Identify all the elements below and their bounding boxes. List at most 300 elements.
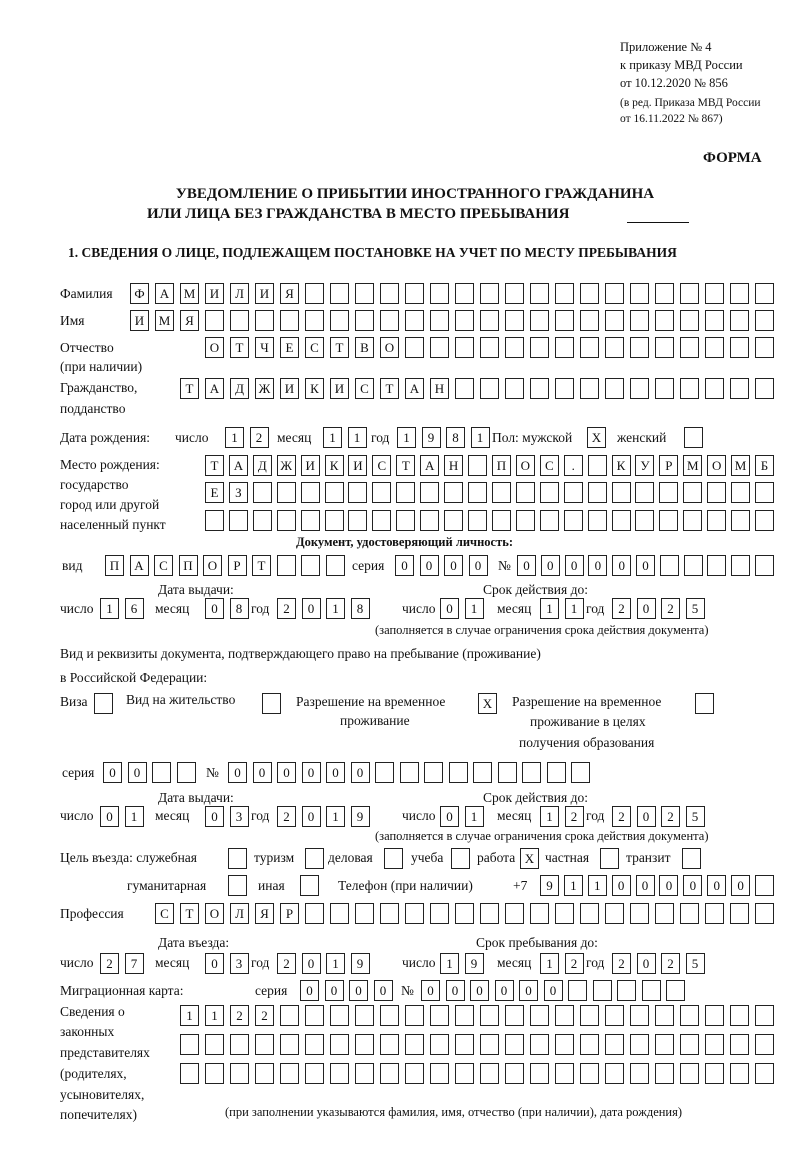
char-cell[interactable]: И	[301, 455, 320, 476]
char-cell[interactable]	[730, 283, 749, 304]
char-cell[interactable]	[635, 482, 654, 503]
char-cell[interactable]	[655, 378, 674, 399]
char-cell[interactable]: 1	[125, 806, 144, 827]
char-cell[interactable]: О	[203, 555, 222, 576]
char-cell[interactable]	[444, 510, 463, 531]
char-cell[interactable]: К	[612, 455, 631, 476]
char-cell[interactable]	[480, 283, 499, 304]
char-cell[interactable]	[755, 875, 774, 896]
char-cell[interactable]	[505, 378, 524, 399]
char-cell[interactable]	[555, 378, 574, 399]
char-cell[interactable]: 1	[465, 806, 484, 827]
char-cell[interactable]: 0	[519, 980, 538, 1001]
char-cell[interactable]	[580, 310, 599, 331]
char-cell[interactable]: 0	[228, 762, 247, 783]
char-cell[interactable]	[230, 1034, 249, 1055]
char-cell[interactable]	[593, 980, 612, 1001]
char-cell[interactable]	[277, 482, 296, 503]
char-cell[interactable]: 0	[541, 555, 560, 576]
char-cell[interactable]: 2	[612, 806, 631, 827]
char-cell[interactable]	[530, 1005, 549, 1026]
char-cell[interactable]	[731, 482, 750, 503]
char-cell[interactable]: О	[380, 337, 399, 358]
char-cell[interactable]	[473, 762, 492, 783]
char-cell[interactable]	[680, 283, 699, 304]
char-cell[interactable]	[430, 1063, 449, 1084]
char-cell[interactable]: Ф	[130, 283, 149, 304]
char-cell[interactable]: 5	[686, 598, 705, 619]
char-cell[interactable]	[555, 310, 574, 331]
char-cell[interactable]	[355, 1063, 374, 1084]
char-cell[interactable]	[205, 1034, 224, 1055]
char-cell[interactable]: 2	[277, 598, 296, 619]
char-cell[interactable]	[680, 1063, 699, 1084]
char-cell[interactable]	[420, 510, 439, 531]
char-cell[interactable]	[480, 1005, 499, 1026]
char-cell[interactable]: А	[205, 378, 224, 399]
char-cell[interactable]	[400, 762, 419, 783]
char-cell[interactable]	[498, 762, 517, 783]
char-cell[interactable]: И	[330, 378, 349, 399]
char-cell[interactable]	[180, 1034, 199, 1055]
char-cell[interactable]: 5	[686, 953, 705, 974]
char-cell[interactable]	[530, 283, 549, 304]
char-cell[interactable]: 0	[302, 953, 321, 974]
char-cell[interactable]: 2	[661, 953, 680, 974]
char-cell[interactable]: Д	[230, 378, 249, 399]
char-cell[interactable]	[451, 848, 470, 869]
char-cell[interactable]	[680, 903, 699, 924]
char-cell[interactable]: 1	[564, 875, 583, 896]
char-cell[interactable]: 0	[374, 980, 393, 1001]
char-cell[interactable]	[580, 378, 599, 399]
char-cell[interactable]: И	[205, 283, 224, 304]
char-cell[interactable]	[405, 310, 424, 331]
char-cell[interactable]: 0	[349, 980, 368, 1001]
char-cell[interactable]	[305, 903, 324, 924]
char-cell[interactable]	[253, 510, 272, 531]
char-cell[interactable]	[380, 1063, 399, 1084]
char-cell[interactable]	[405, 1005, 424, 1026]
char-cell[interactable]	[405, 1034, 424, 1055]
char-cell[interactable]	[205, 310, 224, 331]
char-cell[interactable]	[564, 510, 583, 531]
char-cell[interactable]	[707, 482, 726, 503]
char-cell[interactable]	[588, 455, 607, 476]
char-cell[interactable]: К	[325, 455, 344, 476]
char-cell[interactable]: Д	[253, 455, 272, 476]
char-cell[interactable]	[372, 510, 391, 531]
char-cell[interactable]	[630, 1063, 649, 1084]
char-cell[interactable]	[277, 555, 296, 576]
char-cell[interactable]: 0	[277, 762, 296, 783]
char-cell[interactable]	[480, 1034, 499, 1055]
char-cell[interactable]: 0	[103, 762, 122, 783]
char-cell[interactable]: X	[478, 693, 497, 714]
char-cell[interactable]	[630, 378, 649, 399]
char-cell[interactable]	[580, 903, 599, 924]
char-cell[interactable]	[430, 310, 449, 331]
char-cell[interactable]: Т	[180, 903, 199, 924]
char-cell[interactable]	[730, 1034, 749, 1055]
char-cell[interactable]	[530, 1063, 549, 1084]
char-cell[interactable]	[505, 283, 524, 304]
char-cell[interactable]	[555, 1005, 574, 1026]
char-cell[interactable]	[430, 1034, 449, 1055]
char-cell[interactable]: Ч	[255, 337, 274, 358]
char-cell[interactable]: 0	[420, 555, 439, 576]
char-cell[interactable]: 2	[565, 806, 584, 827]
char-cell[interactable]	[468, 482, 487, 503]
char-cell[interactable]: А	[229, 455, 248, 476]
char-cell[interactable]: П	[179, 555, 198, 576]
char-cell[interactable]: 1	[540, 806, 559, 827]
char-cell[interactable]: Б	[755, 455, 774, 476]
char-cell[interactable]	[330, 1063, 349, 1084]
char-cell[interactable]	[505, 1034, 524, 1055]
char-cell[interactable]	[730, 1005, 749, 1026]
char-cell[interactable]	[424, 762, 443, 783]
char-cell[interactable]: 1	[588, 875, 607, 896]
char-cell[interactable]	[355, 1005, 374, 1026]
char-cell[interactable]: 0	[469, 555, 488, 576]
char-cell[interactable]	[642, 980, 661, 1001]
char-cell[interactable]: С	[355, 378, 374, 399]
char-cell[interactable]	[305, 1034, 324, 1055]
char-cell[interactable]: 1	[565, 598, 584, 619]
char-cell[interactable]: Е	[280, 337, 299, 358]
char-cell[interactable]: 2	[277, 953, 296, 974]
char-cell[interactable]: 9	[540, 875, 559, 896]
char-cell[interactable]: Т	[180, 378, 199, 399]
char-cell[interactable]: 9	[351, 806, 370, 827]
char-cell[interactable]	[505, 337, 524, 358]
char-cell[interactable]	[707, 510, 726, 531]
char-cell[interactable]	[301, 555, 320, 576]
char-cell[interactable]: Н	[430, 378, 449, 399]
char-cell[interactable]: 2	[230, 1005, 249, 1026]
char-cell[interactable]	[480, 1063, 499, 1084]
char-cell[interactable]	[505, 903, 524, 924]
char-cell[interactable]: 0	[636, 875, 655, 896]
char-cell[interactable]: С	[305, 337, 324, 358]
char-cell[interactable]: 0	[637, 598, 656, 619]
char-cell[interactable]	[530, 903, 549, 924]
char-cell[interactable]: 0	[495, 980, 514, 1001]
char-cell[interactable]	[228, 875, 247, 896]
char-cell[interactable]	[540, 482, 559, 503]
char-cell[interactable]: П	[492, 455, 511, 476]
char-cell[interactable]	[612, 510, 631, 531]
char-cell[interactable]: 0	[612, 875, 631, 896]
char-cell[interactable]: 0	[731, 875, 750, 896]
char-cell[interactable]	[755, 378, 774, 399]
char-cell[interactable]	[455, 310, 474, 331]
char-cell[interactable]	[605, 283, 624, 304]
char-cell[interactable]	[666, 980, 685, 1001]
char-cell[interactable]: 0	[395, 555, 414, 576]
char-cell[interactable]	[229, 510, 248, 531]
char-cell[interactable]	[480, 337, 499, 358]
char-cell[interactable]	[605, 903, 624, 924]
char-cell[interactable]	[230, 1063, 249, 1084]
char-cell[interactable]	[588, 482, 607, 503]
char-cell[interactable]: 0	[128, 762, 147, 783]
char-cell[interactable]: 0	[351, 762, 370, 783]
char-cell[interactable]: И	[130, 310, 149, 331]
char-cell[interactable]	[305, 310, 324, 331]
char-cell[interactable]: 1	[323, 427, 342, 448]
char-cell[interactable]: 9	[351, 953, 370, 974]
char-cell[interactable]	[380, 1005, 399, 1026]
char-cell[interactable]	[430, 283, 449, 304]
char-cell[interactable]	[605, 1034, 624, 1055]
char-cell[interactable]: 2	[250, 427, 269, 448]
char-cell[interactable]: А	[130, 555, 149, 576]
char-cell[interactable]	[605, 310, 624, 331]
char-cell[interactable]: 0	[205, 953, 224, 974]
char-cell[interactable]	[683, 482, 702, 503]
char-cell[interactable]	[580, 1034, 599, 1055]
char-cell[interactable]: З	[229, 482, 248, 503]
char-cell[interactable]	[380, 1034, 399, 1055]
char-cell[interactable]	[405, 283, 424, 304]
char-cell[interactable]	[405, 1063, 424, 1084]
char-cell[interactable]	[522, 762, 541, 783]
char-cell[interactable]: 2	[255, 1005, 274, 1026]
char-cell[interactable]	[705, 378, 724, 399]
char-cell[interactable]: Т	[380, 378, 399, 399]
char-cell[interactable]	[755, 1034, 774, 1055]
char-cell[interactable]: М	[683, 455, 702, 476]
char-cell[interactable]	[555, 1063, 574, 1084]
char-cell[interactable]: 1	[100, 598, 119, 619]
char-cell[interactable]	[430, 903, 449, 924]
char-cell[interactable]	[152, 762, 171, 783]
char-cell[interactable]: Р	[228, 555, 247, 576]
char-cell[interactable]	[755, 337, 774, 358]
char-cell[interactable]	[635, 510, 654, 531]
char-cell[interactable]: С	[540, 455, 559, 476]
char-cell[interactable]	[605, 1005, 624, 1026]
char-cell[interactable]: 5	[686, 806, 705, 827]
char-cell[interactable]: И	[348, 455, 367, 476]
char-cell[interactable]: Р	[659, 455, 678, 476]
char-cell[interactable]	[396, 510, 415, 531]
char-cell[interactable]	[755, 482, 774, 503]
char-cell[interactable]	[680, 310, 699, 331]
char-cell[interactable]	[253, 482, 272, 503]
char-cell[interactable]: 0	[659, 875, 678, 896]
char-cell[interactable]	[555, 1034, 574, 1055]
char-cell[interactable]	[305, 283, 324, 304]
char-cell[interactable]: 1	[471, 427, 490, 448]
char-cell[interactable]	[455, 1034, 474, 1055]
char-cell[interactable]	[555, 337, 574, 358]
char-cell[interactable]: 0	[636, 555, 655, 576]
char-cell[interactable]: X	[587, 427, 606, 448]
char-cell[interactable]	[680, 337, 699, 358]
char-cell[interactable]: 2	[277, 806, 296, 827]
char-cell[interactable]: 0	[302, 598, 321, 619]
char-cell[interactable]: Т	[252, 555, 271, 576]
char-cell[interactable]: Ж	[255, 378, 274, 399]
char-cell[interactable]	[355, 283, 374, 304]
char-cell[interactable]	[325, 482, 344, 503]
char-cell[interactable]	[755, 510, 774, 531]
char-cell[interactable]: О	[516, 455, 535, 476]
char-cell[interactable]: 0	[100, 806, 119, 827]
char-cell[interactable]	[707, 555, 726, 576]
char-cell[interactable]	[348, 482, 367, 503]
char-cell[interactable]	[605, 337, 624, 358]
char-cell[interactable]	[655, 1034, 674, 1055]
char-cell[interactable]: Т	[205, 455, 224, 476]
char-cell[interactable]: 1	[397, 427, 416, 448]
char-cell[interactable]	[580, 337, 599, 358]
char-cell[interactable]	[530, 337, 549, 358]
char-cell[interactable]	[94, 693, 113, 714]
char-cell[interactable]	[468, 510, 487, 531]
char-cell[interactable]: 2	[100, 953, 119, 974]
char-cell[interactable]	[660, 555, 679, 576]
char-cell[interactable]	[380, 283, 399, 304]
char-cell[interactable]: 0	[302, 806, 321, 827]
char-cell[interactable]	[420, 482, 439, 503]
char-cell[interactable]	[355, 1034, 374, 1055]
char-cell[interactable]	[530, 1034, 549, 1055]
char-cell[interactable]: С	[155, 903, 174, 924]
char-cell[interactable]: .	[564, 455, 583, 476]
char-cell[interactable]: Т	[396, 455, 415, 476]
char-cell[interactable]: Я	[180, 310, 199, 331]
char-cell[interactable]	[705, 903, 724, 924]
char-cell[interactable]	[492, 482, 511, 503]
char-cell[interactable]: 2	[661, 806, 680, 827]
char-cell[interactable]	[449, 762, 468, 783]
char-cell[interactable]: 1	[180, 1005, 199, 1026]
char-cell[interactable]	[755, 903, 774, 924]
char-cell[interactable]	[568, 980, 587, 1001]
char-cell[interactable]	[680, 378, 699, 399]
char-cell[interactable]: С	[372, 455, 391, 476]
char-cell[interactable]	[300, 875, 319, 896]
char-cell[interactable]: 0	[446, 980, 465, 1001]
char-cell[interactable]	[230, 310, 249, 331]
char-cell[interactable]	[325, 510, 344, 531]
char-cell[interactable]	[480, 310, 499, 331]
char-cell[interactable]	[705, 337, 724, 358]
char-cell[interactable]	[705, 1034, 724, 1055]
char-cell[interactable]	[630, 283, 649, 304]
char-cell[interactable]: 8	[230, 598, 249, 619]
char-cell[interactable]	[330, 310, 349, 331]
char-cell[interactable]	[492, 510, 511, 531]
char-cell[interactable]	[177, 762, 196, 783]
char-cell[interactable]: А	[420, 455, 439, 476]
char-cell[interactable]: П	[105, 555, 124, 576]
char-cell[interactable]	[680, 1034, 699, 1055]
char-cell[interactable]	[305, 1063, 324, 1084]
char-cell[interactable]: 0	[544, 980, 563, 1001]
char-cell[interactable]	[301, 482, 320, 503]
char-cell[interactable]	[600, 848, 619, 869]
char-cell[interactable]	[547, 762, 566, 783]
char-cell[interactable]: 1	[326, 806, 345, 827]
char-cell[interactable]	[683, 510, 702, 531]
char-cell[interactable]	[330, 903, 349, 924]
char-cell[interactable]	[516, 510, 535, 531]
char-cell[interactable]	[617, 980, 636, 1001]
char-cell[interactable]	[605, 378, 624, 399]
char-cell[interactable]: М	[155, 310, 174, 331]
char-cell[interactable]: И	[280, 378, 299, 399]
char-cell[interactable]	[430, 337, 449, 358]
char-cell[interactable]	[730, 1063, 749, 1084]
char-cell[interactable]: 2	[612, 953, 631, 974]
char-cell[interactable]	[384, 848, 403, 869]
char-cell[interactable]	[580, 1005, 599, 1026]
char-cell[interactable]	[280, 1034, 299, 1055]
char-cell[interactable]	[455, 337, 474, 358]
char-cell[interactable]	[480, 903, 499, 924]
char-cell[interactable]: 0	[612, 555, 631, 576]
char-cell[interactable]	[555, 903, 574, 924]
char-cell[interactable]: 0	[326, 762, 345, 783]
char-cell[interactable]	[588, 510, 607, 531]
char-cell[interactable]: 2	[612, 598, 631, 619]
char-cell[interactable]	[540, 510, 559, 531]
char-cell[interactable]: Ж	[277, 455, 296, 476]
char-cell[interactable]	[205, 510, 224, 531]
char-cell[interactable]: 0	[683, 875, 702, 896]
char-cell[interactable]: 1	[540, 598, 559, 619]
char-cell[interactable]	[430, 1005, 449, 1026]
char-cell[interactable]: 0	[205, 806, 224, 827]
char-cell[interactable]	[684, 555, 703, 576]
char-cell[interactable]	[228, 848, 247, 869]
char-cell[interactable]	[305, 848, 324, 869]
char-cell[interactable]	[571, 762, 590, 783]
char-cell[interactable]	[655, 283, 674, 304]
char-cell[interactable]	[355, 310, 374, 331]
char-cell[interactable]	[659, 510, 678, 531]
char-cell[interactable]: 9	[465, 953, 484, 974]
char-cell[interactable]: 0	[444, 555, 463, 576]
char-cell[interactable]	[505, 310, 524, 331]
char-cell[interactable]: 8	[446, 427, 465, 448]
char-cell[interactable]: 0	[637, 953, 656, 974]
char-cell[interactable]: 1	[540, 953, 559, 974]
char-cell[interactable]: 1	[205, 1005, 224, 1026]
char-cell[interactable]: Н	[444, 455, 463, 476]
char-cell[interactable]: Л	[230, 283, 249, 304]
char-cell[interactable]	[405, 337, 424, 358]
char-cell[interactable]: 0	[421, 980, 440, 1001]
char-cell[interactable]	[455, 1063, 474, 1084]
char-cell[interactable]	[705, 1005, 724, 1026]
char-cell[interactable]	[455, 378, 474, 399]
char-cell[interactable]	[205, 1063, 224, 1084]
char-cell[interactable]	[705, 1063, 724, 1084]
char-cell[interactable]: 0	[565, 555, 584, 576]
char-cell[interactable]: М	[731, 455, 750, 476]
char-cell[interactable]	[405, 903, 424, 924]
char-cell[interactable]: 0	[440, 598, 459, 619]
char-cell[interactable]: 1	[225, 427, 244, 448]
char-cell[interactable]	[480, 378, 499, 399]
char-cell[interactable]	[305, 1005, 324, 1026]
